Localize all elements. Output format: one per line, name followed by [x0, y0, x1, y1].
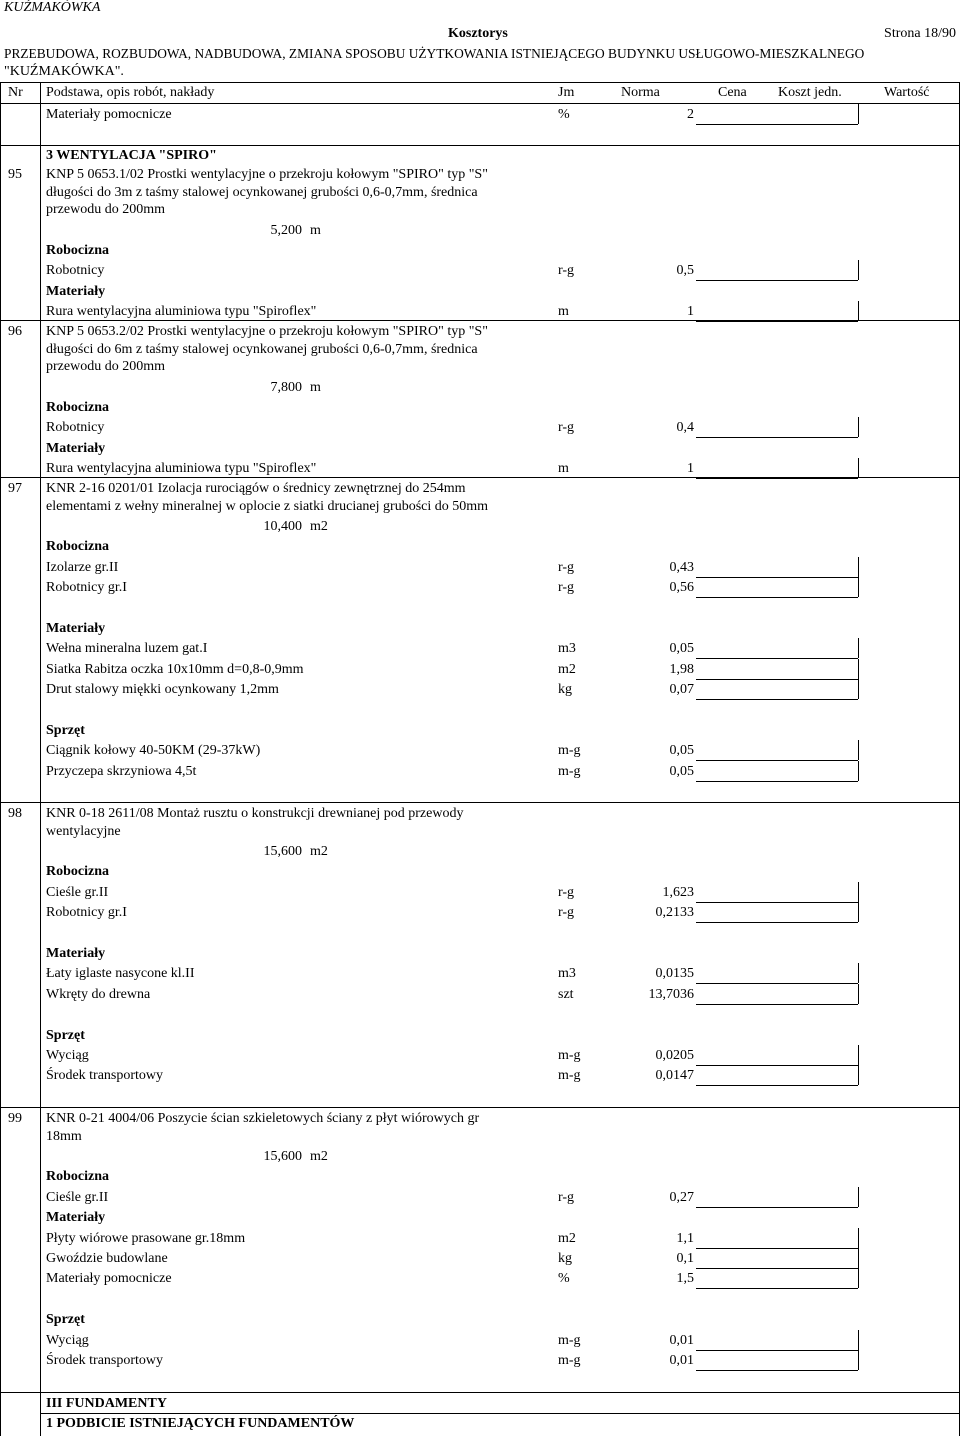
resource-norm: 0,0147 [655, 1068, 694, 1084]
top-row-unit: % [558, 107, 570, 122]
resource-norm: 0,0205 [655, 1048, 694, 1063]
resource-name: Przyczepa skrzyniowa 4,5t [46, 763, 197, 779]
top-row-price-rule [696, 124, 858, 125]
resource-norm: 0,27 [669, 1189, 694, 1205]
price-cell-divider [858, 1268, 859, 1288]
position-quantity-unit: m2 [310, 1149, 328, 1164]
resource-name: Cieśle gr.II [46, 884, 109, 900]
price-cell-rule [696, 983, 858, 984]
resource-name: Wkręty do drewna [46, 986, 151, 1002]
resource-group-title: Robocizna [46, 864, 109, 880]
price-cell-divider [858, 260, 859, 280]
resource-norm: 0,5 [676, 263, 694, 279]
col-header-basis: Podstawa, opis robót, nakłady [46, 85, 215, 100]
position-number: 95 [8, 167, 22, 182]
resource-norm: 1 [687, 304, 694, 320]
resource-norm: 1,98 [669, 661, 694, 677]
resource-unit: m-g [558, 763, 581, 779]
resource-group-title: Sprzęt [46, 1312, 85, 1328]
price-cell-divider [858, 1228, 859, 1248]
resource-unit: m [558, 461, 569, 477]
resource-unit: r-g [558, 905, 575, 921]
resource-norm: 0,05 [669, 641, 694, 657]
resource-norm: 0,43 [669, 559, 694, 575]
resource-group-title: Materiały [46, 1210, 106, 1226]
resource-group-title: Robocizna [46, 539, 109, 555]
resource-name: Robotnicy gr.I [46, 580, 127, 596]
chapter-underline [40, 1413, 960, 1414]
project-title-line2: "KUŹMAKÓWKA". [4, 64, 124, 79]
resource-name: Izolarze gr.II [46, 559, 119, 575]
price-cell-rule [696, 902, 858, 903]
section-heading: 3 WENTYLACJA "SPIRO" [46, 148, 217, 163]
resource-name: Środek transportowy [46, 1068, 164, 1084]
top-row-divider [858, 104, 859, 124]
price-cell-rule [696, 679, 858, 680]
price-cell-rule [696, 699, 858, 700]
resource-name: Siatka Rabitza oczka 10x10mm d=0,8-0,9mm [46, 661, 304, 677]
top-row-name: Materiały pomocnicze [46, 107, 172, 122]
resource-group-title: Robocizna [46, 1169, 109, 1185]
position-quantity-unit: m [310, 379, 321, 395]
position-description: wentylacyjne [46, 823, 121, 839]
price-cell-rule [696, 478, 858, 479]
price-cell-rule [696, 1370, 858, 1371]
price-cell-rule [696, 760, 858, 761]
price-cell-rule [696, 321, 858, 322]
price-cell-divider [858, 1248, 859, 1268]
resource-norm: 1 [687, 461, 694, 477]
position-description: KNR 2-16 0201/01 Izolacja rurociągów o średnicy zewnętrznej do 254mm [46, 481, 466, 496]
resource-unit: % [558, 1271, 570, 1287]
price-cell-divider [858, 577, 859, 597]
col-header-price: Cena [718, 85, 747, 100]
resource-unit: r-g [558, 559, 575, 575]
price-cell-divider [858, 1065, 859, 1085]
position-quantity: 5,200 [270, 222, 302, 238]
resource-name: Cieśle gr.II [46, 1189, 109, 1205]
position-description: długości do 6m z taśmy stalowej ocynkowanej grubości 0,6-0,7mm, średnica [46, 341, 478, 357]
section-rule [0, 145, 960, 146]
price-cell-rule [696, 922, 858, 923]
resource-norm: 0,05 [669, 743, 694, 759]
price-cell-rule [696, 1085, 858, 1086]
position-description: przewodu do 200mm [46, 202, 165, 217]
position-separator [0, 320, 960, 321]
resource-name: Gwoździe budowlane [46, 1251, 168, 1266]
col-header-unit: Jm [558, 85, 575, 100]
company-name: KUŹMAKÓWKA [4, 0, 101, 15]
price-cell-rule [696, 658, 858, 659]
resource-name: Drut stalowy miękki ocynkowany 1,2mm [46, 682, 279, 698]
resource-unit: szt [558, 986, 574, 1002]
resource-name: Wyciąg [46, 1332, 89, 1348]
position-number: 98 [8, 806, 22, 821]
resource-norm: 0,01 [669, 1332, 694, 1348]
col-divider-nr [40, 82, 41, 1436]
position-description: przewodu do 200mm [46, 359, 165, 374]
price-cell-divider [858, 679, 859, 699]
resource-unit: r-g [558, 1189, 575, 1205]
col-header-value: Wartość [884, 85, 930, 100]
resource-name: Materiały pomocnicze [46, 1271, 172, 1287]
position-description: KNR 0-21 4004/06 Poszycie ścian szkieletowych ściany z płyt wiórowych gr [46, 1111, 480, 1126]
position-number: 96 [8, 324, 22, 339]
position-description: 18mm [46, 1128, 82, 1144]
price-cell-divider [858, 1045, 859, 1065]
resource-name: Ciągnik kołowy 40-50KM (29-37kW) [46, 743, 261, 759]
resource-norm: 0,4 [676, 420, 694, 436]
col-header-unit-cost: Koszt jedn. [778, 85, 842, 100]
resource-name: Robotnicy gr.I [46, 905, 127, 921]
resource-unit: m [558, 304, 569, 320]
project-title-line1: PRZEBUDOWA, ROZBUDOWA, NADBUDOWA, ZMIANA SPOSOBU UŻYTKOWANIA ISTNIEJĄCEGO BUDYNKU USŁUGOWO-MIESZKALNEGO [4, 46, 865, 61]
position-description: KNR 0-18 2611/08 Montaż rusztu o konstrukcji drewnianej pod przewody [46, 806, 464, 821]
resource-norm: 1,623 [662, 884, 694, 900]
table-left-border [0, 82, 1, 1436]
position-description: elementami z wełny mineralnej w oplocie z siatki drucianej grubości do 50mm [46, 498, 489, 514]
price-cell-divider [858, 557, 859, 577]
price-cell-divider [858, 301, 859, 321]
position-quantity: 10,400 [263, 519, 302, 534]
resource-name: Rura wentylacyjna aluminiowa typu "Spiroflex" [46, 461, 317, 477]
price-cell-divider [858, 963, 859, 983]
resource-name: Łaty iglaste nasycone kl.II [46, 966, 195, 982]
price-cell-divider [858, 458, 859, 478]
price-cell-rule [696, 280, 858, 281]
resource-name: Robotnicy [46, 263, 105, 279]
resource-group-title: Sprzęt [46, 1027, 85, 1043]
price-cell-divider [858, 761, 859, 781]
top-row-norm: 2 [687, 107, 694, 122]
resource-norm: 1,1 [676, 1230, 694, 1246]
position-quantity: 15,600 [263, 1149, 302, 1164]
resource-name: Wełna mineralna luzem gat.I [46, 641, 208, 657]
resource-group-title: Robocizna [46, 399, 109, 415]
resource-norm: 0,07 [669, 682, 694, 698]
chapter-heading: III FUNDAMENTY [46, 1396, 167, 1411]
price-cell-rule [696, 1207, 858, 1208]
header-top-rule [0, 82, 960, 83]
position-quantity: 15,600 [263, 844, 302, 859]
subsection-heading: 1 PODBICIE ISTNIEJĄCYCH FUNDAMENTÓW [46, 1416, 355, 1431]
resource-unit: r-g [558, 580, 575, 596]
price-cell-divider [858, 417, 859, 437]
resource-norm: 0,01 [669, 1353, 694, 1368]
resource-group-title: Materiały [46, 621, 106, 636]
position-description: długości do 3m z taśmy stalowej ocynkowanej grubości 0,6-0,7mm, średnica [46, 184, 478, 200]
resource-norm: 1,5 [676, 1271, 694, 1287]
resource-unit: m-g [558, 1353, 581, 1368]
price-cell-rule [696, 577, 858, 578]
position-separator [0, 477, 960, 478]
resource-group-title: Sprzęt [46, 723, 85, 738]
price-cell-divider [858, 1187, 859, 1207]
position-separator [0, 802, 960, 803]
position-quantity-unit: m2 [310, 844, 328, 859]
resource-norm: 0,56 [669, 580, 694, 596]
resource-unit: m2 [558, 1230, 576, 1246]
price-cell-divider [858, 1350, 859, 1370]
resource-group-title: Robocizna [46, 242, 109, 258]
resource-norm: 0,2133 [655, 905, 694, 921]
resource-norm: 13,7036 [648, 986, 694, 1002]
position-number: 99 [8, 1111, 22, 1126]
price-cell-rule [696, 1288, 858, 1289]
resource-norm: 0,0135 [655, 966, 694, 982]
price-cell-rule [696, 1350, 858, 1351]
price-cell-rule [696, 1065, 858, 1066]
position-quantity-unit: m [310, 222, 321, 238]
resource-unit: r-g [558, 884, 575, 900]
document-title: Kosztorys [448, 26, 508, 41]
resource-name: Rura wentylacyjna aluminiowa typu "Spiroflex" [46, 304, 317, 320]
resource-unit: kg [558, 1251, 572, 1266]
resource-group-title: Materiały [46, 946, 106, 961]
resource-unit: m3 [558, 966, 576, 982]
resource-name: Wyciąg [46, 1048, 89, 1063]
resource-unit: m-g [558, 1068, 581, 1084]
price-cell-rule [696, 781, 858, 782]
price-cell-divider [858, 659, 859, 679]
price-cell-divider [858, 638, 859, 658]
col-header-norm: Norma [621, 85, 660, 100]
price-cell-divider [858, 902, 859, 922]
resource-norm: 0,1 [676, 1251, 694, 1266]
resource-name: Płyty wiórowe prasowane gr.18mm [46, 1230, 246, 1246]
position-separator [0, 1107, 960, 1108]
price-cell-rule [696, 437, 858, 438]
position-description: KNP 5 0653.1/02 Prostki wentylacyjne o przekroju kołowym "SPIRO" typ "S" [46, 167, 488, 182]
resource-unit: r-g [558, 420, 575, 436]
position-description: KNP 5 0653.2/02 Prostki wentylacyjne o przekroju kołowym "SPIRO" typ "S" [46, 324, 488, 339]
resource-unit: kg [558, 682, 572, 698]
resource-group-title: Materiały [46, 283, 106, 299]
price-cell-divider [858, 740, 859, 760]
position-quantity-unit: m2 [310, 519, 328, 534]
price-cell-divider [858, 1330, 859, 1350]
resource-unit: m-g [558, 1332, 581, 1348]
page-number: Strona 18/90 [884, 26, 956, 41]
price-cell-rule [696, 1004, 858, 1005]
resource-group-title: Materiały [46, 440, 106, 456]
resource-name: Środek transportowy [46, 1353, 164, 1368]
resource-unit: m-g [558, 743, 581, 759]
price-cell-rule [696, 1268, 858, 1269]
resource-name: Robotnicy [46, 420, 105, 436]
resource-unit: m3 [558, 641, 576, 657]
resource-unit: m-g [558, 1048, 581, 1063]
price-cell-divider [858, 984, 859, 1004]
price-cell-divider [858, 882, 859, 902]
header-bottom-rule [0, 103, 960, 104]
price-cell-rule [696, 1248, 858, 1249]
resource-unit: r-g [558, 263, 575, 279]
col-header-nr: Nr [8, 85, 23, 100]
position-quantity: 7,800 [270, 379, 302, 395]
position-number: 97 [8, 481, 22, 496]
resource-unit: m2 [558, 661, 576, 677]
footer-rule [0, 1392, 960, 1393]
price-cell-rule [696, 597, 858, 598]
resource-norm: 0,05 [669, 763, 694, 779]
